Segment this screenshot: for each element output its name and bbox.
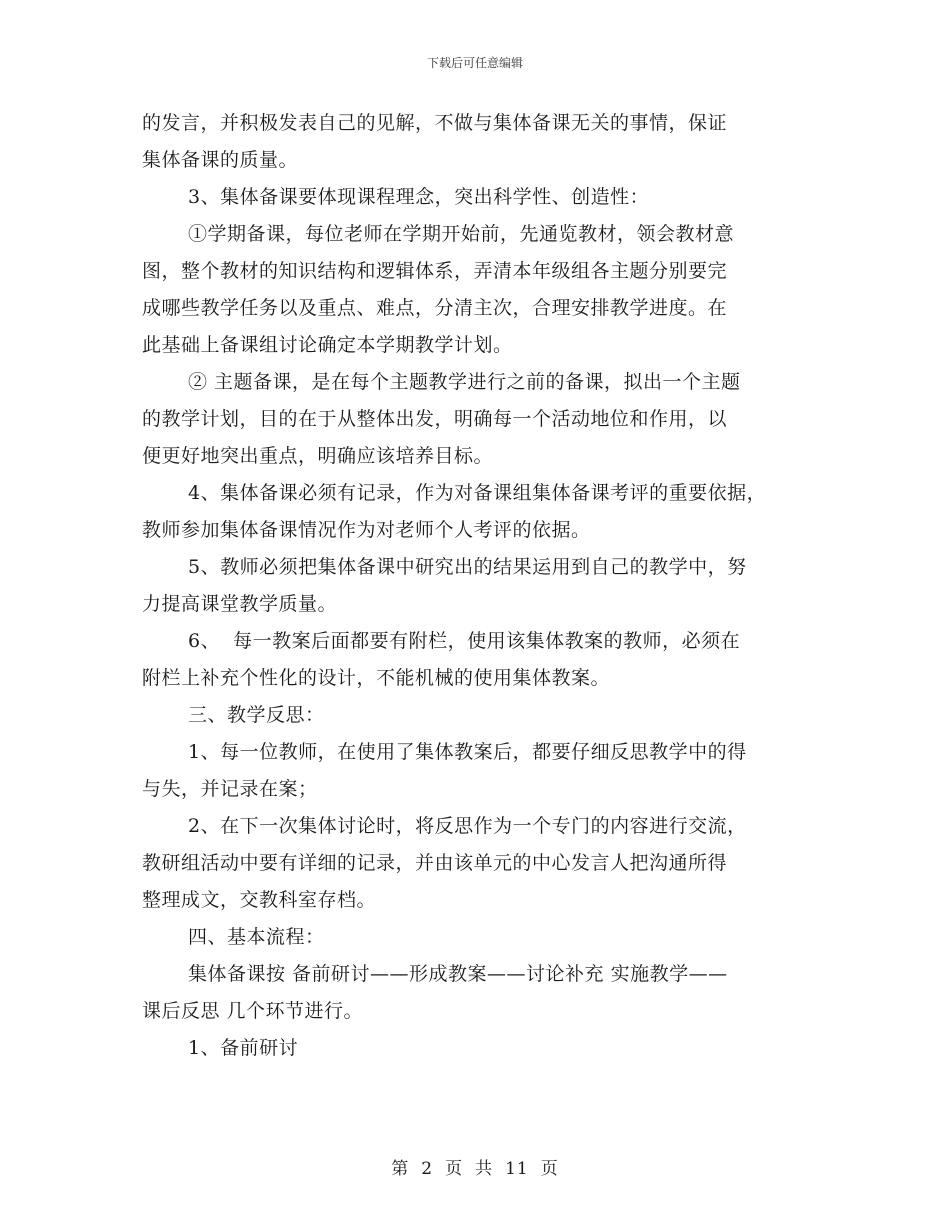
text-line: 四、基本流程： <box>188 926 325 948</box>
footer-total-pages: 11 <box>505 1159 529 1179</box>
footer-page-number: 2 <box>421 1159 434 1179</box>
text-line: 的发言，并积极发表自己的见解，不做与集体备课无关的事情，保证 <box>142 112 728 134</box>
text-line: 图，整个教材的知识结构和逻辑体系，弄清本年级组各主题分别要完 <box>142 260 728 282</box>
text-line: ② 主题备课，是在每个主题教学进行之前的备课，拟出一个主题 <box>188 371 741 393</box>
text-line: 便更好地突出重点，明确应该培养目标。 <box>142 445 494 467</box>
text-line: 课后反思 几个环节进行。 <box>142 1000 364 1022</box>
footer-di: 第 <box>391 1159 410 1179</box>
text-line: 集体备课按 备前研讨——形成教案——讨论补充 实施教学—— <box>188 963 728 985</box>
text-line: 集体备课的质量。 <box>142 149 299 171</box>
footer-gong: 共 <box>475 1159 494 1179</box>
text-line: 的教学计划，目的在于从整体出发，明确每一个活动地位和作用，以 <box>142 408 728 430</box>
document-body <box>142 105 822 1067</box>
footer-ye2: 页 <box>540 1159 559 1179</box>
text-line: 成哪些教学任务以及重点、难点，分清主次，合理安排教学进度。在 <box>142 297 728 319</box>
text-line: 力提高课堂教学质量。 <box>142 593 338 615</box>
page-header: 下载后可任意编辑 <box>426 56 523 70</box>
text-line: 与失，并记录在案； <box>142 778 318 800</box>
text-line: 3、集体备课要体现课程理念，突出科学性、创造性： <box>188 186 650 208</box>
text-line: 教研组活动中要有详细的记录，并由该单元的中心发言人把沟通所得 <box>142 852 728 874</box>
footer-ye: 页 <box>445 1159 464 1179</box>
text-line: 1、备前研讨 <box>188 1037 299 1059</box>
text-line: 三、教学反思： <box>188 704 325 726</box>
text-line: 1、每一位教师，在使用了集体教案后，都要仔细反思教学中的得 <box>188 741 747 763</box>
text-line: 此基础上备课组讨论确定本学期教学计划。 <box>142 334 513 356</box>
page-footer <box>0 1154 950 1179</box>
text-line: 教师参加集体备课情况作为对老师个人考评的依据。 <box>142 519 591 541</box>
text-line: 4、集体备课必须有记录，作为对备课组集体备课考评的重要依据， <box>188 482 767 504</box>
text-line: 2、在下一次集体讨论时，将反思作为一个专门的内容进行交流， <box>188 815 747 837</box>
text-line: 5、教师必须把集体备课中研究出的结果运用到自己的教学中，努 <box>188 556 747 578</box>
text-line: 整理成文，交教科室存档。 <box>142 889 377 911</box>
text-line: 附栏上补充个性化的设计，不能机械的使用集体教案。 <box>142 667 611 689</box>
text-line: ①学期备课，每位老师在学期开始前，先通览教材，领会教材意 <box>188 223 735 245</box>
text-line: 6、 每一教案后面都要有附栏，使用该集体教案的教师，必须在 <box>188 630 741 652</box>
